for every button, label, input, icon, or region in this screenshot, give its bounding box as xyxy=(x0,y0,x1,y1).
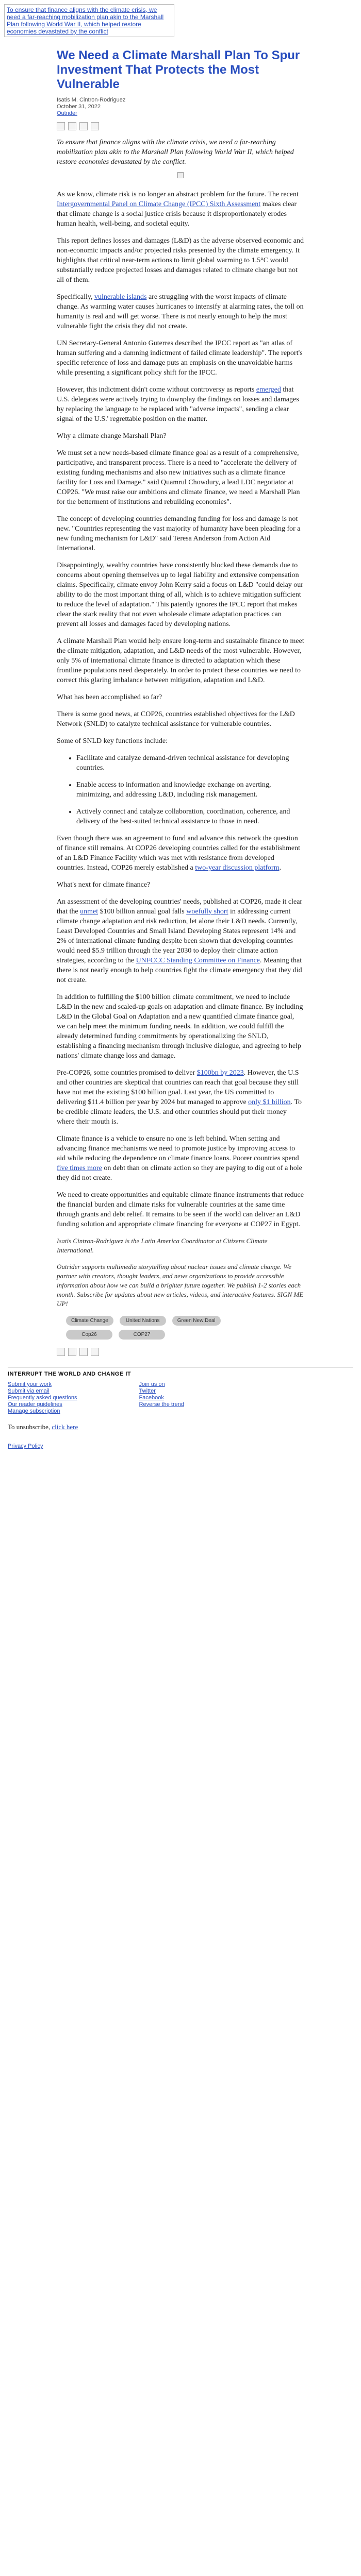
twitter-icon[interactable] xyxy=(68,122,76,130)
share-bar-top xyxy=(57,122,304,130)
paragraph-2: This report defines losses and damages (L&D) as the adverse observed economic and non-economic impacts and/or projected risks presented by the climate emergency. It highlights that critical near-term actions to limit global warming to 1.5°C would substantially reduce projected losses and damages related to climate change but not all of them. xyxy=(57,237,304,284)
standfirst: To ensure that finance aligns with the climate crisis, we need a far-reaching mobilization plan akin to the Marshall Plan following World War II, which helped restore economies devastated by the conflict. xyxy=(57,139,294,166)
tag[interactable]: Climate Change xyxy=(66,1316,113,1326)
paragraph-9: Disappointingly, wealthy countries have consistently blocked these demands due to concerns about opening themselves up to legal liability and extensive compensation claims. Specifically, climate envoy John Kerry said a focus on L&D "could delay our ability to do the most important thing of all, which is to achieve mitigation sufficient to reduce the level of adaptation." This patently ignores the IPCC report that makes clear the stark reality that not even wholesale climate adaptation practices can prevent all losses and damages faced by developing nations. xyxy=(57,562,303,628)
author-bio: Isatis Cintron-Rodriguez is the Latin America Coordinator at Citizens Climate International. xyxy=(57,1237,268,1254)
paragraph-10: A climate Marshall Plan would help ensure long-term and sustainable finance to meet the climate mitigation, adaptation, and L&D needs of the most vulnerable. However, only 5% of international climate finance is directed to adaptation which these frontline populations need desperately. In order to protect these countries we need to correct this glaring imbalance between mitigation, adaptation and L&D. xyxy=(57,637,304,684)
email-icon[interactable] xyxy=(91,1348,99,1356)
footer-link[interactable]: Reverse the trend xyxy=(139,1401,184,1408)
footer-col-1 xyxy=(8,1381,77,1415)
privacy-policy-link[interactable]: Privacy Policy xyxy=(8,1443,43,1449)
tag-list xyxy=(66,1316,221,1340)
twitter-icon[interactable] xyxy=(68,1348,76,1356)
footer-link[interactable]: Twitter xyxy=(139,1388,156,1394)
paragraph-3: Specifically, vulnerable islands are struggling with the worst impacts of climate change. As warming water causes hurricanes to intensify at alarming rates, the toll on humanity is real and will get worse. There is not nearly enough to help the most vulnerable fight the crisis they did not create. xyxy=(57,293,304,330)
list-item: • Enable access to information and knowledge exchange on averting, minimizing, and addressing L&D, including risk management. xyxy=(76,780,304,800)
subheading-next: What's next for climate finance? xyxy=(57,881,151,889)
paragraph-5: However, this indictment didn't come without controversy as reports emerged that U.S. delegates were actively trying to downplay the findings on losses and damages by replacing the language to be replaced with "adverse impacts", sending a clear signal of the U.S.' regrettable position on the matter. xyxy=(57,386,299,423)
facebook-icon[interactable] xyxy=(57,122,65,130)
subheading-accomplished: What has been accomplished so far? xyxy=(57,693,162,701)
article-meta xyxy=(57,97,304,117)
footer-link[interactable]: Frequently asked questions xyxy=(8,1395,77,1401)
emerged-link[interactable]: emerged xyxy=(256,386,281,394)
footer-link[interactable]: Our reader guidelines xyxy=(8,1401,62,1408)
author: Isatis M. Cintron-Rodriguez xyxy=(57,97,126,103)
tag[interactable]: COP27 xyxy=(119,1330,165,1340)
linkedin-icon[interactable] xyxy=(79,1348,88,1356)
tag[interactable]: United Nations xyxy=(120,1316,166,1326)
footer-title: INTERRUPT THE WORLD AND CHANGE IT xyxy=(8,1371,132,1377)
footer-link[interactable]: Join us on xyxy=(139,1381,165,1387)
broken-image-icon xyxy=(177,172,184,178)
email-icon[interactable] xyxy=(91,122,99,130)
facebook-icon[interactable] xyxy=(57,1348,65,1356)
woefully-short-link[interactable]: woefully short xyxy=(186,908,228,916)
article xyxy=(57,37,304,1356)
paragraph-8: The concept of developing countries demanding funding for loss and damage is not new. "Countries representing the vast majority of humanity have been pleading for a new funding mechanism for L&D" said Teresa Anderson from Action Aid International. xyxy=(57,515,301,552)
tag[interactable]: Cop26 xyxy=(66,1330,112,1340)
footer-col-2 xyxy=(139,1381,184,1415)
list-item: • Facilitate and catalyze demand-driven technical assistance for developing countries. xyxy=(76,753,304,773)
publish-date: October 31, 2022 xyxy=(57,104,101,110)
only-1-billion-link[interactable]: only $1 billion xyxy=(248,1098,291,1106)
share-bar-bottom xyxy=(57,1348,304,1356)
unsubscribe-line: To unsubscribe, click here xyxy=(8,1423,78,1431)
unmet-link[interactable]: unmet xyxy=(80,908,99,916)
vulnerable-islands-link[interactable]: vulnerable islands xyxy=(94,293,147,301)
paragraph-16: An assessment of the developing countries' needs, published at COP26, made it clear that the unmet $100 billion annual goal falls woefully short in addressing current climate change adaptation and risk reduction, let alone their L&D needs. Currently, Least Developed Countries and Small Island Developing States represent 14% and 2% of international climate funding despite been shown that developing countries would need $5.9 trillion through the year 2030 to deploy their climate action strategies, according to the UNFCCC Standing Committee on Finance. Meaning that there is not nearly enough to help countries fight the climate emergency that they did not create. xyxy=(57,898,303,984)
footer-link[interactable]: Submit via email xyxy=(8,1388,50,1394)
paragraph-14: Even though there was an agreement to fund and advance this network the question of finance still remains. At COP26 developing countries called for the establishment of an L&D Finance Facility which was met with resistance from developed countries. Instead, COP26 merely established a two-year discussion platform. xyxy=(57,835,301,872)
footer xyxy=(8,1367,353,1450)
ipcc-link[interactable]: Intergovernmental Panel on Climate Change (IPCC) Sixth Assessment xyxy=(57,200,261,208)
paragraph-18: Pre-COP26, some countries promised to deliver $100bn by 2023. However, the U.S and other countries are skeptical that countries can reach that goal because they still have not met the existing $100 billion goal. Last year, the US committed to delivering $11.4 billion per year by 2024 but managed to approve only $1 billion. To be credible climate leaders, the U.S. and other countries should put their money where their mouth is. xyxy=(57,1069,302,1126)
footer-link[interactable]: Submit your work xyxy=(8,1381,52,1387)
tag[interactable]: Green New Deal xyxy=(172,1316,221,1326)
subheading-why: Why a climate change Marshall Plan? xyxy=(57,432,167,440)
paragraph-1: As we know, climate risk is no longer an abstract problem for the future. The recent Intergovernmental Panel on Climate Change (IPCC) Sixth Assessment makes clear that climate change is a social justice crisis because it disproportionately erodes human health, well-being, and societal equity. xyxy=(57,191,299,228)
paragraph-19: Climate finance is a vehicle to ensure no one is left behind. When setting and advancing finance mechanisms we need to promote justice by improving access to aid while reducing the dependence on climate finance loans. Poorer countries spend five times more on debt than on climate action so they are paying to dig out of a hole they did not create. xyxy=(57,1135,302,1182)
article-title: We Need a Climate Marshall Plan To Spur Investment That Protects the Most Vulnerable xyxy=(57,48,300,91)
paragraph-20: We need to create opportunities and equitable climate finance instruments that reduce the financial burden and climate risks for vulnerable countries at the same time through grants and debt relief. It remains to be seen if the world can deliver an L&D funding solution and appropriate climate financing for everyone at COP27 in Egypt. xyxy=(57,1191,304,1228)
footer-link[interactable]: Facebook xyxy=(139,1395,164,1401)
paragraph-12: There is some good news, at COP26, countries established objectives for the L&D Network (SNLD) to catalyze technical assistance for vulnerable countries. xyxy=(57,710,295,728)
100bn-link[interactable]: $100bn by 2023 xyxy=(196,1069,244,1077)
linkedin-icon[interactable] xyxy=(79,122,88,130)
paragraph-13: Some of SNLD key functions include: xyxy=(57,737,168,745)
discussion-platform-link[interactable]: two-year discussion platform xyxy=(195,864,280,872)
outrider-bio: Outrider supports multimedia storytelling about nuclear issues and climate change. We partner with creators, thought leaders, and news organizations to provide accessible information about how we can build a brighter future together. We publish 1-2 stories each month. Subscribe for updates about new articles, videos, and interactive features. SIGN ME UP! xyxy=(57,1263,304,1308)
five-times-more-link[interactable]: five times more xyxy=(57,1164,102,1172)
unsubscribe-link[interactable]: click here xyxy=(52,1423,78,1431)
unfccc-link[interactable]: UNFCCC Standing Committee on Finance xyxy=(136,957,260,964)
snld-functions-list xyxy=(57,753,304,826)
footer-link[interactable]: Manage subscription xyxy=(8,1408,60,1414)
list-item: • Actively connect and catalyze collaboration, coordination, coherence, and delivery of the best-suited technical assistance to those in need. xyxy=(76,807,304,826)
paragraph-4: UN Secretary-General Antonio Guterres described the IPCC report as "an atlas of human suffering and a damning indictment of failed climate leadership". The report's specific reference of loss and damage puts an emphasis on the unavoidable harms while presenting a significant policy shift for the IPCC. xyxy=(57,340,303,377)
paragraph-17: In addition to fulfilling the $100 billion climate commitment, we need to include L&D in the new and scaled-up goals on adaptation and climate finance. By including L&D in the Global Goal on Adaptation and a new quantified climate finance goal, we can help meet the minimum funding needs. In addition, we could fulfill the already determined funding commitments by operationalizing the SNLD, establishing a financing mechanism through inclusive dialogue, and agreeing to help nations' climate change loss and damage. xyxy=(57,993,303,1060)
section-link[interactable]: Outrider xyxy=(57,110,77,116)
top-summary-link[interactable]: To ensure that finance aligns with the climate crisis, we need a far-reaching mobilization plan akin to the Marshall Plan following World War II, which helped restore economies devastated by the conflict xyxy=(4,4,174,37)
paragraph-7: We must set a new needs-based climate finance goal as a result of a comprehensive, participative, and transparent process. There is a need to "accelerate the delivery of existing funding mechanisms and also new initiatives such as a climate finance facility for Loss and Damage." said Quamrul Chowdury, a lead LDC negotiator at COP26. "We must raise our ambitions and climate finance, we need a Marshall Plan for the betterment of institutions and rebuilding economies". xyxy=(57,449,300,506)
